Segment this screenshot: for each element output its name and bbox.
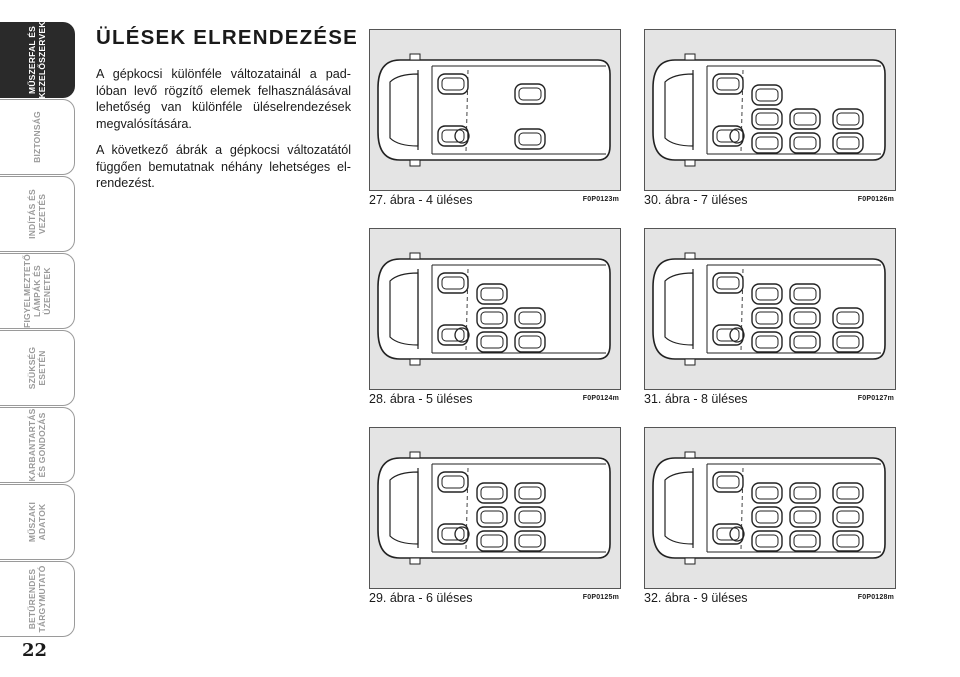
van-seating-diagram [369,228,621,390]
tab-muszerfal[interactable] [0,22,75,98]
seat-icon [515,507,545,527]
seat-icon [833,507,863,527]
seat-icon [477,332,507,352]
tab-betrendes[interactable] [0,561,75,637]
page-number: 22 [22,640,48,661]
seat-icon [752,308,782,328]
figure-code: F0P0126m [857,196,894,203]
figure-caption: 31. ábra - 8 üléses [644,392,748,406]
intro-paragraph: A gépkocsi különféle változatainál a pad-lóban levő rögzítő elemek felhasználásával lehetőség van különféle üléselrendezések megvalósítására. [96,67,351,131]
tab-szukseg[interactable] [0,330,75,406]
mirror-icon [685,253,695,259]
seat-icon [790,483,820,503]
tab-label: INDÍTÁS ÉS VEZETÉS [27,189,47,239]
seat-icon [752,109,782,129]
figure-code: F0P0123m [582,196,619,203]
seat-icon [477,483,507,503]
figure-27 [369,29,621,209]
tab-label: BIZTONSÁG [32,111,42,163]
seat-icon [833,133,863,153]
seat-icon [833,109,863,129]
tab-biztonsag[interactable] [0,99,75,175]
seat-icon [752,507,782,527]
seat-icon [515,308,545,328]
figure-code: F0P0127m [857,395,894,402]
figure-code: F0P0125m [582,594,619,601]
van-seating-diagram [644,427,896,589]
figure-code: F0P0128m [857,594,894,601]
seat-icon [752,284,782,304]
note-paragraph: A következő ábrák a gépkocsi változatától függően bemutatnak néhány lehetséges el-rendezést. [96,143,351,190]
figure-caption: 32. ábra - 9 üléses [644,591,748,605]
figure-30 [644,29,896,209]
seat-icon [515,531,545,551]
van-body [378,60,610,160]
tab-inditas[interactable] [0,176,75,252]
tab-figyelmezteto[interactable] [0,253,75,329]
seat-icon [713,273,743,293]
mirror-icon [685,160,695,166]
figure-caption: 27. ábra - 4 üléses [369,193,473,207]
tab-label: BETŰRENDES TÁRGYMUTATÓ [27,565,47,633]
seat-icon [790,308,820,328]
mirror-icon [410,54,420,60]
seat-icon [752,85,782,105]
seat-icon [833,308,863,328]
van-seating-diagram [369,427,621,589]
seat-icon [477,308,507,328]
seat-icon [477,284,507,304]
figure-28 [369,228,621,408]
seat-icon [752,531,782,551]
tab-label: KARBANTARTÁS ÉS GONDOZÁS [27,408,47,482]
seat-icon [790,531,820,551]
seat-icon [515,483,545,503]
van-seating-diagram [644,29,896,191]
figure-caption: 30. ábra - 7 üléses [644,193,748,207]
seat-icon [790,133,820,153]
van-seating-diagram [644,228,896,390]
tab-karbantartas[interactable] [0,407,75,483]
seat-icon [477,531,507,551]
seat-icon [477,507,507,527]
seat-icon [515,84,545,104]
seat-icon [515,332,545,352]
tab-muszaki[interactable] [0,484,75,560]
seat-icon [790,507,820,527]
mirror-icon [410,253,420,259]
tab-label: MŰSZERFAL ÉS KEZELŐSZERVEK [27,21,47,99]
mirror-icon [685,54,695,60]
seat-icon [752,332,782,352]
mirror-icon [410,160,420,166]
figure-32 [644,427,896,607]
seat-icon [833,332,863,352]
seat-icon [438,273,468,293]
figure-29 [369,427,621,607]
mirror-icon [685,452,695,458]
seat-icon [833,531,863,551]
seat-icon [515,129,545,149]
seat-icon [752,133,782,153]
page-title: ÜLÉSEK ELRENDEZÉSE [96,26,358,49]
seat-icon [790,284,820,304]
seat-icon [438,74,468,94]
mirror-icon [410,359,420,365]
figure-caption: 29. ábra - 6 üléses [369,591,473,605]
mirror-icon [410,452,420,458]
tab-label: SZÜKSÉG ESETÉN [27,346,47,390]
seat-icon [713,74,743,94]
figure-code: F0P0124m [582,395,619,402]
seat-icon [438,472,468,492]
van-seating-diagram [369,29,621,191]
tab-label: FIGYELMEZTETŐ LÁMPÁK ÉS ÜZENETEK [22,254,52,328]
seat-icon [790,332,820,352]
seat-icon [752,483,782,503]
seat-icon [790,109,820,129]
mirror-icon [685,359,695,365]
seat-icon [713,472,743,492]
mirror-icon [410,558,420,564]
figure-31 [644,228,896,408]
figure-caption: 28. ábra - 5 üléses [369,392,473,406]
seat-icon [833,483,863,503]
tab-label: MŰSZAKI ADATOK [27,501,47,543]
mirror-icon [685,558,695,564]
